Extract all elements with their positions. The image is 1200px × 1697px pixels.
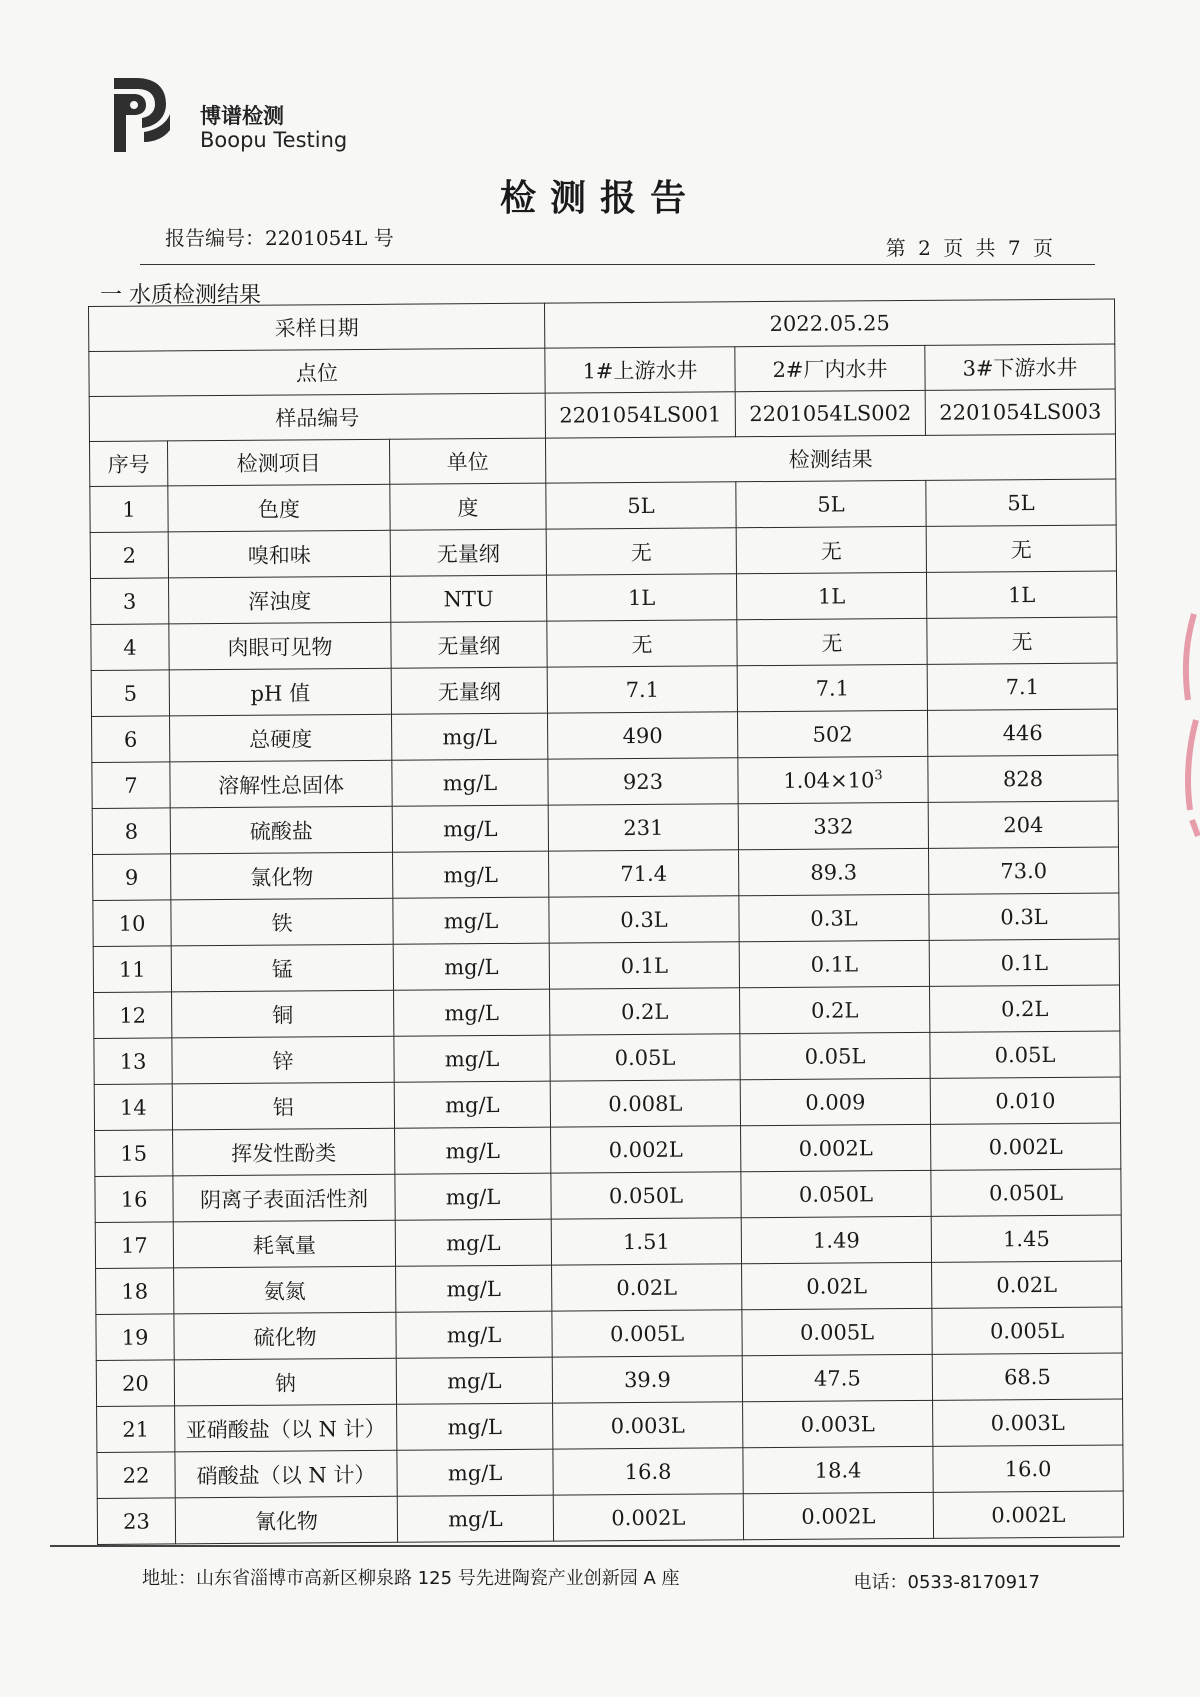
cell-unit: mg/L: [396, 1357, 552, 1404]
cell-item: 总硬度: [170, 714, 392, 762]
cell-no: 19: [96, 1314, 174, 1361]
cell-r1: 39.9: [552, 1356, 742, 1403]
cell-item: 硫酸盐: [170, 806, 392, 854]
report-number: 报告编号：2201054L 号: [165, 226, 394, 250]
cell-item: 亚硝酸盐（以 N 计）: [175, 1404, 397, 1452]
cell-r3: 0.002L: [933, 1491, 1123, 1538]
col-header-item: 检测项目: [167, 439, 389, 486]
cell-unit: mg/L: [392, 759, 548, 806]
brand-name-en: Boopu Testing: [200, 128, 348, 152]
cell-r1: 0.008L: [550, 1080, 740, 1127]
cell-no: 7: [92, 762, 170, 809]
cell-r1: 0.2L: [550, 988, 740, 1035]
cell-r3: 0.005L: [932, 1307, 1122, 1354]
location-1: 1#上游水井: [545, 347, 735, 393]
cell-r2: 无: [736, 526, 926, 573]
cell-r1: 5L: [546, 482, 736, 529]
cell-r1: 231: [548, 804, 738, 851]
cell-item: 氰化物: [175, 1496, 397, 1544]
cell-unit: mg/L: [394, 1035, 550, 1082]
cell-unit: mg/L: [392, 805, 548, 852]
table-row: [93, 847, 1119, 901]
cell-r1: 无: [547, 620, 737, 667]
cell-item: 锰: [171, 944, 393, 992]
cell-r3: 无: [926, 525, 1116, 572]
cell-r1: 7.1: [547, 666, 737, 713]
footer-address: 地址：山东省淄博市高新区柳泉路 125 号先进陶瓷产业创新园 A 座: [142, 1568, 680, 1589]
sample-id-1: 2201054LS001: [545, 392, 735, 438]
cell-unit: mg/L: [395, 1127, 551, 1174]
cell-unit: mg/L: [393, 943, 549, 990]
cell-r2: [738, 756, 928, 803]
table-row: [96, 1307, 1122, 1361]
cell-no: 14: [94, 1084, 172, 1131]
cell-item: 挥发性酚类: [173, 1128, 395, 1176]
report-title: 检测报告: [499, 177, 700, 219]
brand-name-cn: 博谱检测: [200, 104, 284, 128]
cell-no: 21: [97, 1406, 175, 1453]
cell-unit: mg/L: [396, 1265, 552, 1312]
cell-item: 硫化物: [174, 1312, 396, 1360]
cell-unit: mg/L: [396, 1311, 552, 1358]
table-row: [92, 709, 1118, 763]
table-row: [94, 1031, 1120, 1085]
cell-r2: 0.005L: [742, 1308, 932, 1355]
cell-no: 23: [97, 1498, 175, 1545]
cell-r3: 5L: [926, 479, 1116, 526]
cell-no: 6: [92, 716, 170, 763]
cell-r3: 16.0: [933, 1445, 1123, 1492]
cell-unit: NTU: [390, 575, 546, 622]
cell-r3: 68.5: [932, 1353, 1122, 1400]
cell-no: 15: [95, 1130, 173, 1177]
cell-no: 22: [97, 1452, 175, 1499]
cell-r1: 0.005L: [552, 1310, 742, 1357]
cell-unit: mg/L: [397, 1403, 553, 1450]
cell-r3: 无: [927, 617, 1117, 664]
cell-r2: 0.002L: [743, 1492, 933, 1539]
cell-unit: mg/L: [395, 1173, 551, 1220]
cell-unit: mg/L: [393, 851, 549, 898]
cell-r3: 73.0: [929, 847, 1119, 894]
cell-r2: 0.003L: [743, 1400, 933, 1447]
table-row: [90, 525, 1116, 579]
cell-no: 2: [90, 532, 168, 579]
cell-r1: 1.51: [551, 1218, 741, 1265]
table-row: [97, 1445, 1123, 1499]
cell-no: 13: [94, 1038, 172, 1085]
cell-r3: 7.1: [927, 663, 1117, 710]
cell-no: 18: [96, 1268, 174, 1315]
cell-r2: 5L: [736, 480, 926, 527]
cell-no: 17: [95, 1222, 173, 1269]
col-header-result: 检测结果: [545, 434, 1115, 483]
cell-r1: 16.8: [553, 1448, 743, 1495]
cell-no: 4: [91, 624, 169, 671]
cell-item: 阴离子表面活性剂: [173, 1174, 395, 1222]
table-row: [92, 755, 1118, 809]
red-seal-stamp: [1180, 610, 1200, 840]
cell-r1: 0.02L: [552, 1264, 742, 1311]
table-row: [94, 1077, 1120, 1131]
cell-r2: 1.49: [741, 1216, 931, 1263]
sampling-date-value: 2022.05.25: [545, 299, 1115, 348]
cell-unit: mg/L: [395, 1219, 551, 1266]
cell-exponent: 3: [874, 767, 883, 783]
results-table: [88, 298, 1124, 1544]
cell-r3: 1L: [926, 571, 1116, 618]
cell-unit: mg/L: [394, 1081, 550, 1128]
cell-no: 3: [90, 578, 168, 625]
table-row: [95, 1123, 1121, 1177]
cell-r2: 502: [738, 710, 928, 757]
cell-r2: 332: [738, 802, 928, 849]
footer-divider: [50, 1545, 1120, 1547]
location-row: [89, 344, 1115, 397]
cell-item: 铝: [172, 1082, 394, 1130]
cell-r2: 0.009: [740, 1078, 930, 1125]
table-row: [91, 663, 1117, 717]
cell-r3: 1.45: [931, 1215, 1121, 1262]
cell-r3: 0.003L: [933, 1399, 1123, 1446]
cell-unit: mg/L: [397, 1495, 553, 1542]
sampling-date-label: 采样日期: [89, 303, 545, 351]
table-row: [90, 571, 1116, 625]
cell-no: 20: [96, 1360, 174, 1407]
cell-r2: 0.050L: [741, 1170, 931, 1217]
page-number: 第 2 页 共 7 页: [885, 236, 1056, 260]
section-title: 一 水质检测结果: [100, 283, 261, 308]
cell-r2: 0.1L: [739, 940, 929, 987]
cell-no: 16: [95, 1176, 173, 1223]
cell-r1: 0.1L: [549, 942, 739, 989]
location-label: 点位: [89, 348, 545, 396]
table-row: [97, 1491, 1123, 1545]
col-header-index: 序号: [89, 441, 167, 487]
table-row: [93, 893, 1119, 947]
cell-r3: 0.2L: [930, 985, 1120, 1032]
table-row: [92, 801, 1118, 855]
cell-r1: 0.05L: [550, 1034, 740, 1081]
cell-r3: 0.050L: [931, 1169, 1121, 1216]
cell-r2: 无: [737, 618, 927, 665]
cell-unit: mg/L: [393, 897, 549, 944]
cell-item: 溶解性总固体: [170, 760, 392, 808]
cell-r3: 0.3L: [929, 893, 1119, 940]
cell-r3: 446: [928, 709, 1118, 756]
cell-r3: 828: [928, 755, 1118, 802]
location-2: 2#厂内水井: [735, 345, 925, 391]
cell-item: 色度: [168, 484, 390, 532]
cell-r1: 1L: [547, 574, 737, 621]
cell-unit: 无量纲: [391, 667, 547, 714]
results-table-wrapper: [88, 298, 1123, 1544]
cell-item: 铜: [172, 990, 394, 1038]
cell-r1: 0.3L: [549, 896, 739, 943]
table-row: [91, 617, 1117, 671]
table-row: [94, 985, 1120, 1039]
cell-item: 铁: [171, 898, 393, 946]
table-row: [90, 479, 1116, 533]
cell-r1: 490: [548, 712, 738, 759]
cell-item: pH 值: [169, 668, 391, 716]
cell-r2: 0.05L: [740, 1032, 930, 1079]
table-row: [93, 939, 1119, 993]
cell-r1: 0.050L: [551, 1172, 741, 1219]
cell-r1: 0.003L: [553, 1402, 743, 1449]
cell-no: 9: [93, 854, 171, 901]
cell-unit: mg/L: [394, 989, 550, 1036]
cell-r1: 71.4: [549, 850, 739, 897]
cell-r2: 7.1: [737, 664, 927, 711]
cell-unit: mg/L: [397, 1449, 553, 1496]
cell-r3: 0.1L: [929, 939, 1119, 986]
cell-item: 硝酸盐（以 N 计）: [175, 1450, 397, 1498]
header-divider: [140, 264, 1095, 265]
cell-r2: 47.5: [742, 1354, 932, 1401]
cell-r3: 0.010: [930, 1077, 1120, 1124]
cell-r1: 0.002L: [551, 1126, 741, 1173]
cell-no: 8: [92, 808, 170, 855]
cell-item: 钠: [174, 1358, 396, 1406]
sample-id-row: [89, 389, 1115, 442]
sample-id-2: 2201054LS002: [735, 390, 925, 436]
cell-no: 5: [91, 670, 169, 717]
cell-r3: 0.02L: [932, 1261, 1122, 1308]
table-row: [95, 1215, 1121, 1269]
cell-no: 11: [93, 946, 171, 993]
cell-unit: 度: [390, 483, 546, 530]
cell-no: 1: [90, 486, 168, 533]
cell-r2: 0.3L: [739, 894, 929, 941]
cell-item: 耗氧量: [173, 1220, 395, 1268]
cell-unit: 无量纲: [391, 621, 547, 668]
cell-item: 浑浊度: [168, 576, 390, 624]
cell-no: 12: [94, 992, 172, 1039]
table-row: [97, 1399, 1123, 1453]
cell-r1: 0.002L: [553, 1494, 743, 1541]
cell-r2: 0.2L: [740, 986, 930, 1033]
sample-id-label: 样品编号: [89, 393, 545, 441]
footer-phone: 电话：0533-8170917: [853, 1572, 1040, 1593]
col-header-unit: 单位: [389, 438, 545, 484]
cell-value: 1.04×10: [783, 767, 875, 793]
cell-r3: 0.05L: [930, 1031, 1120, 1078]
table-row: [96, 1261, 1122, 1315]
cell-item: 氨氮: [174, 1266, 396, 1314]
location-3: 3#下游水井: [925, 344, 1115, 390]
cell-item: 氯化物: [171, 852, 393, 900]
cell-r3: 0.002L: [931, 1123, 1121, 1170]
cell-no: 10: [93, 900, 171, 947]
cell-r2: 0.002L: [741, 1124, 931, 1171]
cell-r2: 0.02L: [742, 1262, 932, 1309]
cell-r3: 204: [928, 801, 1118, 848]
table-row: [96, 1353, 1122, 1407]
cell-r2: 1L: [736, 572, 926, 619]
cell-r1: 923: [548, 758, 738, 805]
boopu-logo-icon: [108, 74, 172, 156]
cell-item: 嗅和味: [168, 530, 390, 578]
cell-item: 肉眼可见物: [169, 622, 391, 670]
sampling-date-row: [89, 299, 1115, 352]
cell-unit: 无量纲: [390, 529, 546, 576]
cell-r2: 89.3: [739, 848, 929, 895]
cell-r2: 18.4: [743, 1446, 933, 1493]
cell-item: 锌: [172, 1036, 394, 1084]
column-header-row: [89, 434, 1115, 487]
table-row: [95, 1169, 1121, 1223]
cell-unit: mg/L: [392, 713, 548, 760]
cell-r1: 无: [546, 528, 736, 575]
sample-id-3: 2201054LS003: [925, 389, 1115, 435]
